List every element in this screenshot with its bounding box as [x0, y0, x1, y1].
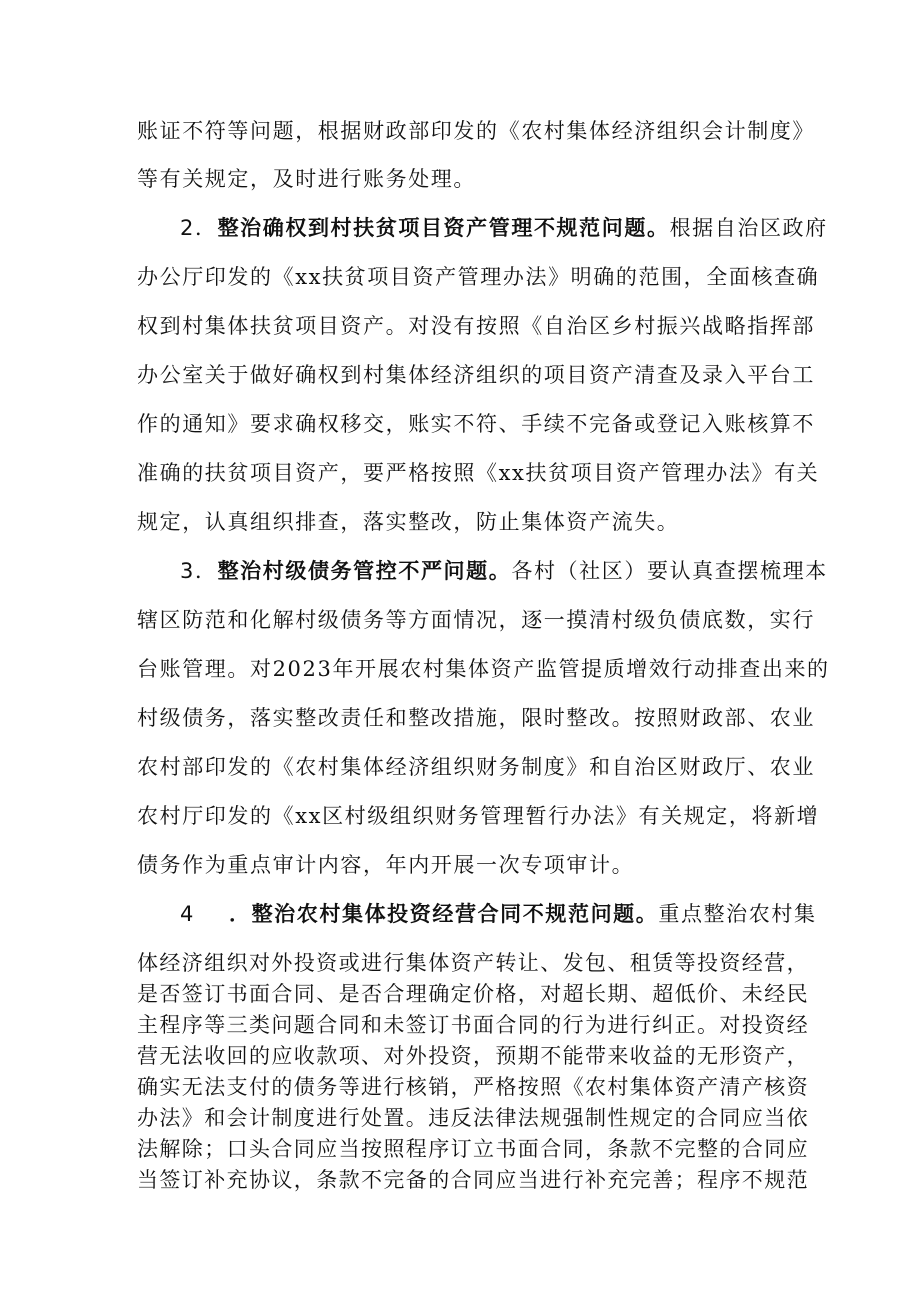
- body-line: 体经济组织对外投资或进行集体资产转让、发包、租赁等投资经营，: [137, 951, 809, 975]
- body-line: 办公厅印发的《xx扶贫项目资产管理办法》明确的范围，全面核查确: [137, 265, 820, 289]
- item-2-heading: 整治确权到村扶贫项目资产管理不规范问题。: [217, 216, 670, 240]
- body-line: 办公室关于做好确权到村集体经济组织的项目资产清查及录入平台工: [137, 363, 815, 387]
- item-4-heading: ．整治农村集体投资经营合同不规范问题。: [228, 902, 659, 926]
- body-line: 确实无法支付的债务等进行核销，严格按照《农村集体资产清产核资: [137, 1075, 809, 1099]
- body-line: 当签订补充协议，条款不完备的合同应当进行补充完善；程序不规范: [137, 1168, 809, 1192]
- item-4-paragraph-start: [180, 900, 817, 928]
- body-line: 村级债务，落实整改责任和整改措施，限时整改。按照财政部、农业: [137, 706, 815, 730]
- body-line: 准确的扶贫项目资产，要严格按照《xx扶贫项目资产管理办法》有关: [137, 461, 820, 485]
- body-line: 是否签订书面合同、是否合理确定价格，对超长期、超低价、未经民: [137, 982, 809, 1006]
- body-line: 辖区防范和化解村级债务等方面情况，逐一摸清村级负债底数，实行: [137, 608, 815, 632]
- body-line: 债务作为重点审计内容，年内开展一次专项审计。: [137, 853, 635, 877]
- body-line: 权到村集体扶贫项目资产。对没有按照《自治区乡村振兴战略指挥部: [137, 314, 815, 338]
- body-line: 农村部印发的《农村集体经济组织财务制度》和自治区财政厅、农业: [137, 755, 815, 779]
- body-line: 主程序等三类问题合同和未签订书面合同的行为进行纠正。对投资经: [137, 1013, 809, 1037]
- body-line: 账证不符等问题，根据财政部印发的《农村集体经济组织会计制度》: [137, 119, 815, 143]
- body-line: 办法》和会计制度进行处置。违反法律法规强制性规定的合同应当依: [137, 1106, 809, 1130]
- body-line: 等有关规定，及时进行账务处理。: [137, 167, 476, 191]
- body-line: 法解除；口头合同应当按照程序订立书面合同，条款不完整的合同应: [137, 1137, 809, 1161]
- item-3-paragraph-start: [180, 557, 828, 585]
- item-2-paragraph-start: [180, 214, 828, 242]
- body-line: 作的通知》要求确权移交，账实不符、手续不完备或登记入账核算不: [137, 412, 815, 436]
- item-3-number: 3．: [180, 559, 218, 583]
- item-4-number: 4: [180, 902, 195, 926]
- body-line: 规定，认真组织排查，落实整改，防止集体资产流失。: [137, 510, 680, 534]
- item-3-heading: 整治村级债务管控不严问题。: [217, 559, 512, 583]
- item-2-number: 2．: [180, 216, 218, 240]
- body-line: 农村厅印发的《xx区村级组织财务管理暂行办法》有关规定，将新增: [137, 804, 820, 828]
- item-2-text: 根据自治区政府: [669, 216, 828, 240]
- body-line: 台账管理。对2023年开展农村集体资产监管提质增效行动排查出来的: [137, 657, 830, 681]
- item-3-text: 各村（社区）要认真查摆梳理本: [511, 559, 828, 583]
- body-line: 营无法收回的应收款项、对外投资，预期不能带来收益的无形资产，: [137, 1044, 809, 1068]
- item-4-text: 重点整治农村集: [658, 902, 817, 926]
